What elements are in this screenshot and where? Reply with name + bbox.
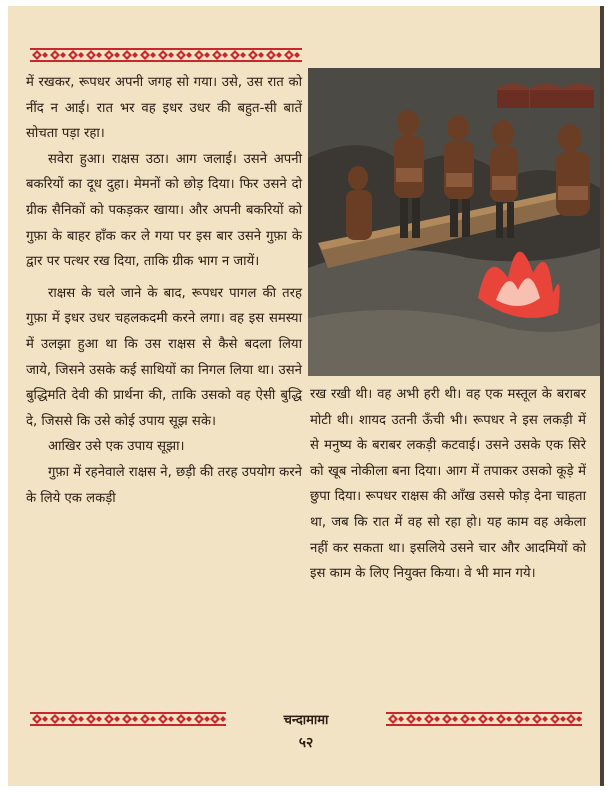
ornament-pattern-icon [386, 712, 582, 726]
left-text-column [26, 70, 302, 511]
page-number: ५२ [298, 735, 314, 751]
bottom-right-decorative-border [386, 712, 582, 726]
greek-soldiers-in-cave-picture [308, 68, 600, 376]
ornament-pattern-icon [30, 48, 302, 62]
paragraph: राक्षस के चले जाने के बाद, रूपधर पागल की तरह गुफ़ा में इधर उधर चहलकदमी करने लगा। वह इस समस्या में उलझा हुआ था कि उस राक्षस से कैसे बदला लिया जाये, जिसने उसके कई साथियों का निगल लिया था। उसने बुद्धिमति देवी की प्रार्थना की, ताकि उसको वह ऐसी बुद्धि दे, जिससे कि उसे कोई उपाय सूझ सके। [26, 285, 302, 429]
paragraph: आखिर उसे एक उपाय सूझा। [48, 439, 185, 455]
ornament-pattern-icon [30, 712, 226, 726]
cave-fire-illustration [308, 68, 600, 376]
paragraph: गुफ़ा में रहनेवाले राक्षस ने, छड़ी की तरह उपयोग करने के लिये एक लकड़ी [26, 464, 302, 506]
right-text-column [310, 382, 586, 587]
paragraph: रख रखी थी। वह अभी हरी थी। वह एक मस्तूल के बराबर मोटी थी। शायद उतनी ऊँची भी। रूपधर ने इस लकड़ी में से मनुष्य के बराबर लकड़ी कटवाई। उसने उसके एक सिरे को खूब नोकीला बना दिया। आग में तपाकर उसको कूड़े में छुपा दिया। रूपधर राक्षस की आँख उससे फोड़ देना चाहता था, जब कि रात में वह सो रहा हो। यह काम वह अकेला नहीं कर सकता था। इसलिये उसने चार और आदमियों को इस काम के लिए नियुक्त किया। वे भी मान गये। [310, 387, 586, 582]
top-decorative-border [30, 48, 302, 62]
magazine-title: चन्दामामा [283, 713, 329, 728]
paragraph: में रखकर, रूपधर अपनी जगह सो गया। उसे, उस रात को नींद न आई। रात भर वह इधर उधर की बहुत-सी बातें सोचता पड़ा रहा। [26, 75, 302, 142]
paragraph: सवेरा हुआ। राक्षस उठा। आग जलाई। उसने अपनी बकरियों का दूध दुहा। मेमनों को छोड़ दिया। फिर उसने दो ग्रीक सैनिकों को पकड़कर खाया। और अपनी बकरियों को गुफ़ा के बाहर हाँक कर ले गया पर इस बार उसने गुफ़ा के द्वार पर पत्थर रख दिया, ताकि ग्रीक भाग न जायें। [26, 151, 302, 270]
magazine-page [8, 6, 604, 786]
bottom-left-decorative-border [30, 712, 226, 726]
